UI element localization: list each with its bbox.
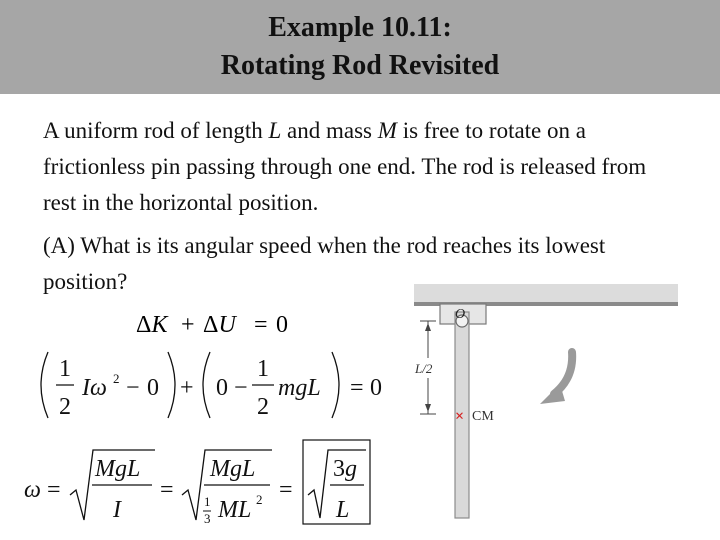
svg-text:0: 0 (276, 312, 288, 338)
svg-text:ΔU: ΔU (203, 312, 236, 338)
svg-text:2: 2 (256, 492, 263, 507)
svg-text:=: = (350, 375, 364, 401)
problem-text-3: is free to rotate on a frictionless pin passing through one end. The rod is released from rest in the horizontal position. (43, 118, 647, 215)
svg-text:=: = (254, 312, 268, 338)
svg-text:1: 1 (59, 356, 71, 382)
slide-title-line1: Example 10.11: (268, 12, 452, 43)
pivot-label: O (455, 307, 466, 322)
svg-text:+: + (180, 375, 194, 401)
cm-label: CM (472, 409, 494, 424)
svg-text:2: 2 (257, 394, 269, 420)
svg-text:2: 2 (113, 371, 120, 386)
variable-L: L (268, 118, 282, 143)
svg-text:Iω: Iω (82, 375, 107, 401)
cm-marker: × (455, 408, 465, 425)
svg-text:2: 2 (59, 394, 71, 420)
svg-text:ΔK: ΔK (136, 312, 168, 338)
svg-text:3: 3 (204, 511, 211, 526)
svg-text:=: = (160, 477, 174, 503)
svg-text:=: = (279, 477, 293, 503)
question-part-a: (A) What is its angular speed when the rod reaches its lowest position? (43, 233, 606, 294)
svg-text:−: − (126, 375, 140, 401)
energy-conservation-equation (136, 312, 288, 338)
svg-text:0: 0 (216, 375, 228, 401)
svg-text:MgL: MgL (210, 456, 256, 482)
problem-text-2: and mass (281, 118, 378, 143)
half-length-label: L/2 (415, 361, 433, 376)
svg-text:ω: ω (24, 477, 41, 503)
svg-text:1: 1 (257, 356, 269, 382)
slide-title-line2: Rotating Rod Revisited (220, 50, 500, 81)
svg-text:ML: ML (218, 497, 252, 523)
svg-text:0: 0 (370, 375, 382, 401)
problem-text-1: A uniform rod of length (43, 118, 269, 143)
svg-text:MgL: MgL (95, 456, 141, 482)
svg-text:+: + (181, 312, 195, 338)
svg-text:−: − (234, 375, 248, 401)
variable-M: M (377, 118, 397, 143)
ceiling-support (414, 284, 678, 304)
svg-text:I: I (113, 497, 121, 523)
svg-text:mgL: mgL (278, 375, 321, 401)
svg-text:1: 1 (204, 494, 211, 509)
svg-text:3g: 3g (333, 456, 357, 482)
omega-result-equation (24, 440, 370, 526)
svg-text:=: = (47, 477, 61, 503)
svg-text:L: L (336, 497, 350, 523)
rod-figure (414, 284, 678, 518)
svg-text:0: 0 (147, 375, 159, 401)
